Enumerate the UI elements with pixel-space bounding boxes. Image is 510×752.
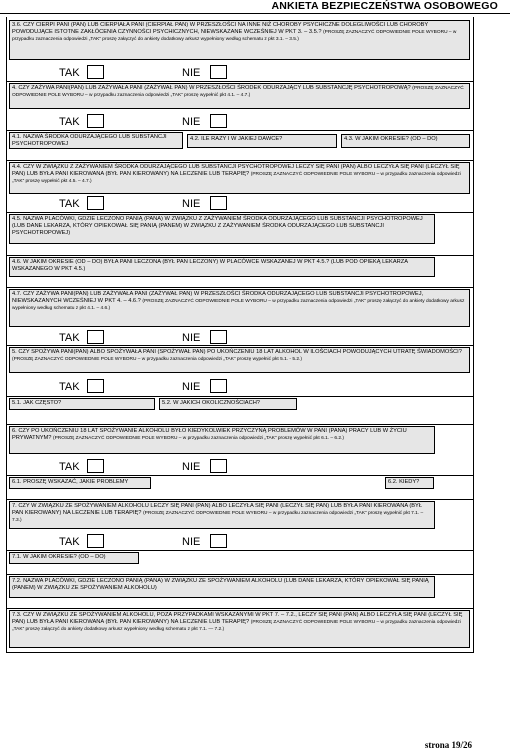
question-7-3 — [9, 610, 470, 648]
question-text: 4.7. CZY ZAŻYWA PANI(PAN) LUB ZAŻYWAŁA PANI (ZAŻYWAŁ PAN) W PRZESZŁOŚCI ŚRODKA ODURZAJĄCEGO LUB SUBSTANCJI PSYCHOTROPOWEJ, NIEWSKAZANYCH WCZEŚNIEJ W PKT 4. – 4.6.? — [12, 291, 424, 304]
divider — [7, 499, 473, 500]
divider — [7, 255, 473, 256]
question-note: (PROSZĘ ZAZNACZYĆ ODPOWIEDNIE POLE WYBORU – w przypadku zaznaczenia odpowiedzi „TAK” proszę załączyć do ankiety dodatkowy arkusz wypełniony według schematu z pkt 7.1. — 7.2.) — [12, 620, 461, 632]
questionnaire-form — [6, 17, 474, 653]
divider — [7, 550, 473, 551]
tak-label: TAK — [59, 381, 80, 393]
question-7-1 — [9, 552, 139, 564]
tak-label: TAK — [59, 116, 80, 128]
divider — [7, 574, 473, 575]
question-7-2 — [9, 576, 435, 598]
divider — [7, 608, 473, 609]
question-6-2 — [385, 477, 434, 489]
question-text: 6. CZY PO UKOŃCZENIU 18 LAT SPOŻYWANIE ALKOHOLU BYŁO KIEDYKOLWIEK PRZYCZYNĄ PROBLEMÓW W PANI (PANA) PRACY LUB W ŻYCIU PRYWATNYM? — [12, 428, 407, 441]
nie-label: NIE — [182, 332, 201, 344]
question-text: 7.3. CZY W ZWIĄZKU ZE SPOŻYWANIEM ALKOHOLU, POZA PRZYPADKAMI WSKAZANYMI W PKT 7. – 7.2., LECZY SIĘ PANI (PAN) ALBO LECZYŁA SIĘ PANI (LECZYŁ SIĘ PAN) LUB BYŁA PANI KIEROWANA (BYŁ PAN KIEROWANY) NA LECZENIE LUB TERAPIĘ? — [12, 612, 463, 625]
divider — [7, 212, 473, 213]
divider — [7, 287, 473, 288]
question-text: 4.2. ILE RAZY I W JAKIEJ DAWCE? — [190, 136, 283, 142]
q5-tak-checkbox[interactable] — [87, 379, 104, 393]
question-4-2 — [187, 134, 337, 148]
page-header — [0, 0, 510, 16]
question-4-1 — [9, 132, 183, 149]
q4-tak-checkbox[interactable] — [87, 114, 104, 128]
question-note: (PROSZĘ ZAZNACZYĆ ODPOWIEDNIE POLE WYBORU – w przypadku zaznaczenia odpowiedzi „TAK” proszę wypełnić pkt 5.1. - 5.2.) — [12, 357, 302, 362]
nie-label: NIE — [182, 116, 201, 128]
divider — [7, 345, 473, 346]
divider — [7, 130, 473, 131]
question-4-4 — [9, 162, 470, 194]
q4-7-tak-checkbox[interactable] — [87, 330, 104, 344]
q6-tak-checkbox[interactable] — [87, 459, 104, 473]
question-6 — [9, 426, 435, 454]
divider — [7, 475, 473, 476]
question-4-6 — [9, 257, 435, 277]
page-number: strona 19/26 — [424, 740, 472, 750]
question-text: 5.2. W JAKICH OKOLICZNOŚCIACH? — [162, 400, 260, 406]
question-text: 6.2. KIEDY? — [388, 479, 420, 485]
q4-4-tak-checkbox[interactable] — [87, 196, 104, 210]
q5-nie-checkbox[interactable] — [210, 379, 227, 393]
nie-label: NIE — [182, 198, 201, 210]
q4-4-nie-checkbox[interactable] — [210, 196, 227, 210]
nie-label: NIE — [182, 67, 201, 79]
question-text: 7.2. NAZWA PLACÓWKI, GDZIE LECZONO PANIĄ (PANA) W ZWIĄZKU ZE SPOŻYWANIEM ALKOHOLU (LUB DANE LEKARZA, KTÓRY OPIEKOWAŁ SIĘ PANIĄ (PANEM) W ZWIĄZKU ZE SPOŻYWANIEM ALKOHOLU) — [12, 578, 429, 591]
question-note: (PROSZĘ ZAZNACZYĆ ODPOWIEDNIE POLE WYBORU – w przypadku zaznaczenia odpowiedzi „TAK” proszę załączyć do ankiety dodatkowy arkusz wypełniony według schematu z pkt 4.1. – 4.6.) — [12, 299, 465, 311]
question-note: (PROSZĘ ZAZNACZYĆ ODPOWIEDNIE POLE WYBORU – w przypadku zaznaczenia odpowiedzi „TAK” proszę załączyć do ankiety dodatkowy arkusz wypełniony według schematu z pkt 3.1. – 3.5.) — [12, 30, 457, 42]
question-3-6 — [9, 20, 470, 60]
question-text: 7.1. W JAKIM OKRESIE? (OD – DO) — [12, 554, 106, 560]
divider — [7, 424, 473, 425]
question-5-2 — [159, 398, 297, 410]
tak-label: TAK — [59, 198, 80, 210]
q7-nie-checkbox[interactable] — [210, 534, 227, 548]
divider — [7, 160, 473, 161]
header-rule — [0, 13, 510, 14]
question-text: 4.4. CZY W ZWIĄZKU Z ZAŻYWANIEM ŚRODKA ODURZAJĄCEGO LUB SUBSTANCJI PSYCHOTROPOWEJ LECZY SIĘ PANI (PAN) ALBO LECZYŁA SIĘ PANI (LECZYŁ SIĘ PAN) LUB BYŁA PANI KIEROWANA (BYŁ PAN KIEROWANY) NA LECZENIE LUB TERAPIĘ? — [12, 164, 460, 177]
divider — [7, 81, 473, 82]
question-note: (PROSZĘ ZAZNACZYĆ ODPOWIEDNIE POLE WYBORU – w przypadku zaznaczenia odpowiedzi „TAK” proszę wypełnić pkt 6.1. – 6.2.) — [52, 436, 344, 441]
q3-6-nie-checkbox[interactable] — [210, 65, 227, 79]
nie-label: NIE — [182, 381, 201, 393]
form-title: ANKIETA BEZPIECZEŃSTWA OSOBOWEGO — [271, 0, 498, 12]
question-text: 4.1. NAZWA ŚRODKA ODURZAJĄCEGO LUB SUBSTANCJI PSYCHOTROPOWEJ — [12, 134, 167, 147]
question-4-7 — [9, 289, 470, 327]
divider — [7, 396, 473, 397]
question-text: 3.6. CZY CIERPI PANI (PAN) LUB CIERPIAŁA PANI (CIERPIAŁ PAN) W PRZESZŁOŚCI NA INNE NIŻ CHOROBY PSYCHICZNE DOLEGLIWOŚCI LUB CHOROBY POWODUJĄCE ISTOTNE ZAKŁÓCENIA CZYNNOŚCI PSYCHICZNYCH, NIEWSKAZANE WCZEŚNIEJ W PKT 3. – 3.5.? — [12, 22, 429, 35]
question-5-1 — [9, 398, 155, 410]
question-note: (PROSZĘ ZAZNACZYĆ ODPOWIEDNIE POLE WYBORU – w przypadku zaznaczenia odpowiedzi „TAK” proszę wypełnić pkt 7.1. – 7.3.) — [12, 511, 424, 523]
question-text: 4.5. NAZWA PLACÓWKI, GDZIE LECZONO PANIĄ (PANA) W ZWIĄZKU Z ZAŻYWANIEM ŚRODKA ODURZAJĄCEGO LUB SUBSTANCJI PSYCHOTROPOWEJ (LUB DANE LEKARZA, KTÓRY OPIEKOWAŁ SIĘ PANIĄ (PANEM) W ZWIĄZKU Z ZAŻYWANIEM ŚRODKA ODURZAJĄCEGO LUB SUBSTANCJI PSYCHOTROPOWEJ) — [12, 216, 423, 236]
question-text: 5.1. JAK CZĘSTO? — [12, 400, 62, 406]
question-text: 6.1. PROSZĘ WSKAZAĆ, JAKIE PROBLEMY — [12, 479, 129, 485]
question-note: (PROSZĘ ZAZNACZYĆ ODPOWIEDNIE POLE WYBORU – w przypadku zaznaczenia odpowiedzi „TAK” proszę wypełnić pkt 4.1. – 4.7.) — [12, 86, 464, 98]
q7-tak-checkbox[interactable] — [87, 534, 104, 548]
q4-nie-checkbox[interactable] — [210, 114, 227, 128]
q3-6-tak-checkbox[interactable] — [87, 65, 104, 79]
question-4-3 — [341, 134, 470, 148]
question-5 — [9, 347, 470, 373]
question-text: 5. CZY SPOŻYWA PANI(PAN) ALBO SPOŻYWAŁA PANI (SPOŻYWAŁ PAN) PO UKOŃCZENIU 18 LAT ALKOHOL W ILOŚCIACH POWODUJĄCYCH UTRATĘ ŚWIADOMOŚCI? — [12, 349, 462, 355]
question-text: 7. CZY W ZWIĄZKU ZE SPOŻYWANIEM ALKOHOLU LECZY SIĘ PANI (PAN) ALBO LECZYŁA SIĘ PANI (LECZYŁ SIĘ PAN) LUB BYŁA PANI KIEROWANA (BYŁ PAN KIEROWANY) NA LECZENIE LUB TERAPIĘ? — [12, 503, 423, 516]
q6-nie-checkbox[interactable] — [210, 459, 227, 473]
question-4-5 — [9, 214, 435, 244]
tak-label: TAK — [59, 461, 80, 473]
tak-label: TAK — [59, 332, 80, 344]
question-text: 4.6. W JAKIM OKRESIE (OD – DO) BYŁA PANI LECZONA (BYŁ PAN LECZONY) W PLACÓWCE WSKAZANEJ W PKT 4.5.? (LUB POD OPIEKĄ LEKARZA WSKAZANEGO W PKT 4.5.) — [12, 259, 408, 272]
q4-7-nie-checkbox[interactable] — [210, 330, 227, 344]
tak-label: TAK — [59, 67, 80, 79]
question-note: (PROSZĘ ZAZNACZYĆ ODPOWIEDNIE POLE WYBORU – w przypadku zaznaczenia odpowiedzi „TAK” proszę wypełnić pkt 4.5. – 4.7.) — [12, 172, 461, 184]
question-4 — [9, 83, 470, 109]
tak-label: TAK — [59, 536, 80, 548]
question-7 — [9, 501, 435, 529]
question-text: 4. CZY ZAŻYWA PANI(PAN) LUB ZAŻYWAŁA PANI (ZAŻYWAŁ PAN) W PRZESZŁOŚCI ŚRODEK ODURZAJĄCY LUB SUBSTANCJĘ PSYCHOTROPOWĄ? — [12, 85, 413, 91]
question-6-1 — [9, 477, 151, 489]
question-text: 4.3. W JAKIM OKRESIE? (OD – DO) — [344, 136, 438, 142]
nie-label: NIE — [182, 461, 201, 473]
nie-label: NIE — [182, 536, 201, 548]
